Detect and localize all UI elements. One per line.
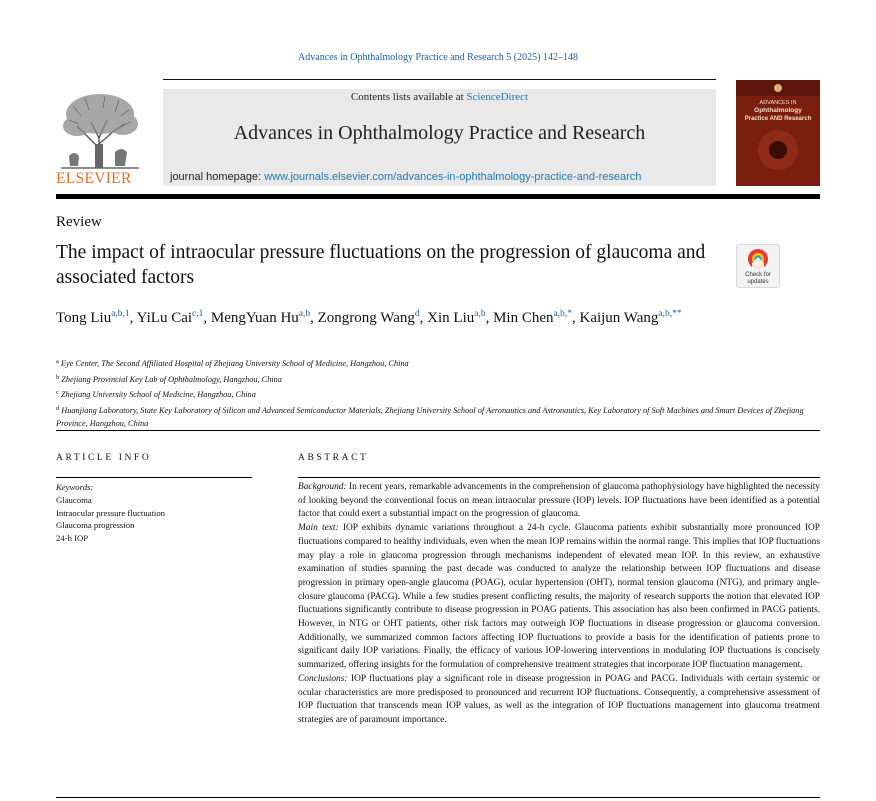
abstract-conclusions (298, 673, 820, 728)
abstract-text: In recent years, remarkable advancements in the comprehension of glaucoma pathophysiology have highlighted the necessity of looking beyond the conventional focus on mean intraocular pressure (IOP) levels. IOP fluctuations have been identified as a potential factor that could exert a substantial impact on the progression of glaucoma. (298, 482, 820, 520)
author-affil-marks[interactable]: a,b (298, 309, 311, 319)
homepage-line (170, 171, 641, 183)
author[interactable] (318, 310, 428, 326)
author-affil-marks[interactable]: a,b,** (658, 309, 682, 319)
contents-prefix: Contents lists available at (350, 91, 467, 103)
author-separator: , (485, 310, 494, 326)
article-info-heading: ARTICLE INFO (56, 453, 152, 463)
author[interactable] (427, 310, 493, 326)
author-separator: , (571, 310, 580, 326)
abstract-body (298, 481, 820, 728)
affiliations (56, 355, 820, 431)
author-list (56, 304, 820, 328)
author-separator: , (129, 310, 137, 326)
author[interactable] (211, 310, 318, 326)
journal-citation[interactable]: Advances in Ophthalmology Practice and Research 5 (2025) 142–148 (298, 52, 578, 63)
author[interactable] (56, 310, 137, 326)
journal-name: Advances in Ophthalmology Practice and Research (233, 122, 646, 144)
header-rule (163, 79, 716, 80)
abstract-text: IOP fluctuations play a significant role in disease progression in POAG and PACG. Individuals with certain systemic or ocular characteristics are more predisposed to pronounced and recurrent IOP fluctuations. Consequently, a comprehensive assessment of IOP fluctuation that transcends mean IOP values, as well as the integration of IOP fluctuations management into glaucoma treatment strategies are of paramount importance. (298, 673, 821, 725)
cover-title (736, 99, 820, 123)
article-info-rule (56, 477, 252, 478)
affiliation-text: Huanjiang Laboratory, State Key Laboratory of Silicon and Advanced Semiconductor Materials, Zhejiang University School of Aeronautics and Astronautics, Key Laboratory of Soft Machines and Smart Devices of Zhejiang Province, Hangzhou, China (56, 405, 804, 428)
author-affil-marks[interactable]: d (414, 309, 420, 319)
article-title: The impact of intraocular pressure fluctuations on the progression of glaucoma and associated factors (56, 242, 706, 288)
abstract-main (298, 522, 820, 673)
abstract-label: Conclusions: (298, 673, 348, 684)
keyword: Glaucoma (56, 494, 92, 505)
homepage-prefix: journal homepage: (170, 171, 265, 183)
section-rule (56, 430, 820, 431)
cover-line: ADVANCES IN (759, 100, 797, 106)
keywords-label: Keywords: (56, 482, 94, 492)
bottom-rule (56, 797, 820, 798)
author-name[interactable]: Xin Liu (427, 310, 475, 326)
sciencedirect-link[interactable]: ScienceDirect (466, 91, 529, 103)
author[interactable] (137, 310, 211, 326)
abstract-rule (298, 477, 820, 478)
abstract-label: Background: (298, 482, 347, 492)
journal-cover-image[interactable] (736, 80, 820, 186)
author[interactable] (493, 310, 579, 326)
author-affil-marks[interactable]: a,b,1 (111, 309, 130, 319)
cover-line: Ophthalmology (754, 107, 802, 114)
author-name[interactable]: YiLu Cai (136, 310, 193, 326)
affiliation-mark: a (56, 358, 59, 365)
abstract-heading: ABSTRACT (298, 453, 369, 463)
elsevier-wordmark[interactable]: ELSEVIER (56, 170, 132, 187)
keyword: Glaucoma progression (56, 520, 135, 531)
abstract-background (298, 481, 820, 522)
author-name[interactable]: Tong Liu (56, 310, 112, 326)
author-affil-marks[interactable]: c,1 (192, 309, 204, 319)
affiliation-mark: b (56, 373, 60, 381)
crossmark-line: Check for (745, 272, 771, 278)
crossmark-label (737, 272, 779, 285)
author-name[interactable]: Zongrong Wang (317, 310, 415, 326)
keywords-block (56, 481, 252, 545)
author-name[interactable]: Min Chen (493, 310, 554, 326)
homepage-link[interactable]: www.journals.elsevier.com/advances-in-ophthalmology-practice-and-research (264, 171, 642, 183)
affiliation-text: Zhejiang University School of Medicine, Hangzhou, China (60, 390, 256, 399)
author-name[interactable]: MengYuan Hu (210, 310, 299, 326)
keyword: 24-h IOP (56, 533, 89, 544)
affiliation-text: Zhejiang Provincial Key Lab of Ophthalmology, Hangzhou, China (61, 374, 282, 384)
affiliation-mark: c (56, 389, 59, 396)
author-affil-marks[interactable]: a,b,* (553, 309, 572, 319)
author-separator: , (419, 310, 428, 326)
abstract-text: IOP exhibits dynamic variations throughout a 24-h cycle. Glaucoma patients exhibit substantially more pronounced IOP fluctuations compared to healthy individuals, even when the mean IOP remains within the normal range. This implies that IOP fluctuations may play a role in glaucoma progression through mechanisms independent of elevated mean IOP. In this review, an exhaustive examination of studies spanning the past decade was conducted to analyze the relationship between IOP fluctuations and disease progression in primary open-angle glaucoma (POAG), ocular hypertension (OHT), normal tension glaucoma (NTG), and primary angle-closure glaucoma (PACG). While a few studies present conflicting results, the majority of research supports the notion that elevated IOP fluctuations significantly contribute to disease progression in POAG patients. This association has also been confirmed in PACG patients. However, in NTG or OHT patients, other risk factors may outweigh IOP fluctuations in disease progression or glaucoma conversion. Additionally, we summarized common factors affecting IOP fluctuations to provide a basis for the identification of patients prone to significant daily IOP variations. Finally, the efficacy of various IOP-lowering interventions in modulating IOP fluctuations is concisely summarized, offering insights for the formulation of comprehensive treatment strategies that incorporate IOP fluctuation management. (298, 523, 820, 671)
cover-line: Practice AND Research (744, 116, 812, 122)
crossmark-line: updates (747, 278, 769, 285)
affiliation (56, 386, 820, 402)
contents-line (163, 91, 716, 103)
affiliation (56, 402, 820, 431)
author[interactable] (579, 310, 681, 326)
affiliation-mark: d (56, 404, 60, 412)
abstract-label: Main text: (298, 523, 339, 534)
cover-art (736, 80, 820, 186)
header-thick-rule (56, 194, 820, 199)
affiliation-text: Eye Center, The Second Affiliated Hospital of Zhejiang University School of Medicine, Hangzhou, China (60, 359, 409, 368)
author-separator: , (203, 310, 211, 326)
affiliation (56, 371, 820, 387)
affiliation (56, 355, 820, 371)
article-type: Review (56, 214, 102, 230)
check-for-updates-button[interactable] (736, 244, 780, 288)
author-affil-marks[interactable]: a,b (474, 309, 486, 319)
keyword: Intraocular pressure fluctuation (56, 507, 166, 518)
author-separator: , (310, 310, 318, 326)
author-name[interactable]: Kaijun Wang (579, 310, 659, 326)
